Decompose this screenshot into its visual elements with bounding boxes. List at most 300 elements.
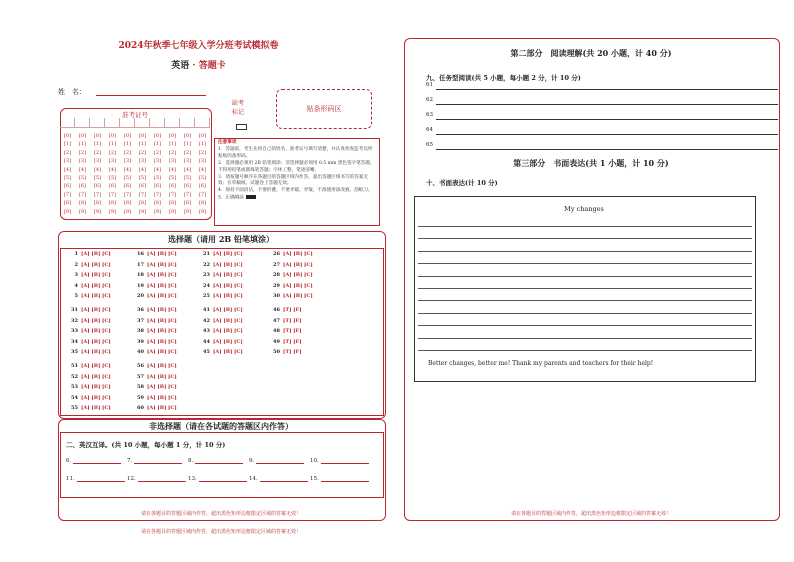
- blank-answer-line[interactable]: [256, 457, 304, 464]
- digit-bubble[interactable]: [4]: [183, 166, 192, 173]
- blank-answer-line[interactable]: [260, 475, 308, 482]
- answer-options[interactable]: [T] [F]: [283, 317, 302, 324]
- choice-question: [69, 318, 111, 324]
- question-number: 33: [71, 328, 78, 335]
- digit-bubble[interactable]: [3]: [168, 158, 177, 165]
- digit-bubble[interactable]: [1]: [153, 141, 162, 148]
- answer-options[interactable]: [A] [B] [C]: [213, 261, 243, 268]
- digit-bubble[interactable]: [6]: [93, 183, 102, 190]
- digit-bubble[interactable]: [6]: [183, 183, 192, 190]
- digit-bubble[interactable]: [3]: [138, 158, 147, 165]
- digit-bubble[interactable]: [0]: [183, 133, 192, 139]
- admission-number-label: 准考证号: [122, 111, 148, 119]
- digit-bubble[interactable]: [8]: [123, 200, 132, 207]
- choice-question: [69, 283, 111, 289]
- digit-bubble[interactable]: [3]: [153, 158, 162, 165]
- answer-options[interactable]: [A] [B] [C]: [81, 394, 111, 401]
- answer-options[interactable]: [A] [B] [C]: [213, 251, 243, 257]
- admission-number-input-row[interactable]: [60, 118, 210, 128]
- blank-answer-line[interactable]: [73, 457, 121, 464]
- digit-column: [150, 132, 165, 216]
- answer-underline: [436, 104, 778, 105]
- digit-column: [105, 132, 120, 216]
- digit-bubble[interactable]: [2]: [93, 149, 102, 156]
- question-number: 24: [203, 282, 210, 289]
- absence-mark-label: [232, 99, 244, 117]
- digit-bubble[interactable]: [1]: [93, 141, 102, 148]
- choice-question: [69, 307, 111, 313]
- answer-options[interactable]: [A] [B] [C]: [283, 282, 313, 289]
- digit-bubble[interactable]: [1]: [108, 141, 117, 148]
- choice-question: [69, 272, 111, 278]
- question-number: 50: [273, 349, 280, 356]
- writing-line: [418, 325, 752, 326]
- filled-mark-sample: [246, 195, 256, 199]
- answer-options[interactable]: [A] [B] [C]: [213, 338, 243, 345]
- digit-bubble[interactable]: [2]: [123, 149, 132, 156]
- question-number: 56: [137, 363, 144, 369]
- choice-question: [135, 293, 177, 299]
- answer-options[interactable]: [A] [B] [C]: [213, 272, 243, 279]
- choice-question: [135, 272, 177, 278]
- admission-number-digit-grid[interactable]: [60, 132, 210, 216]
- writing-line: [418, 251, 752, 252]
- blank-answer-line[interactable]: [77, 475, 125, 482]
- blank-number: 13.: [188, 476, 197, 482]
- digit-bubble[interactable]: [2]: [168, 149, 177, 156]
- digit-bubble[interactable]: [5]: [138, 175, 147, 182]
- reading-answer-line[interactable]: [426, 127, 778, 136]
- answer-options[interactable]: [A] [B] [C]: [213, 317, 243, 324]
- digit-bubble[interactable]: [7]: [108, 191, 117, 198]
- writing-line: [418, 338, 752, 339]
- digit-bubble[interactable]: [9]: [198, 208, 207, 215]
- question-number: 30: [273, 293, 280, 300]
- answer-options[interactable]: [A] [B] [C]: [147, 293, 177, 300]
- digit-bubble[interactable]: [4]: [198, 166, 207, 173]
- digit-bubble[interactable]: [0]: [63, 133, 72, 139]
- digit-bubble[interactable]: [4]: [153, 166, 162, 173]
- digit-bubble[interactable]: [6]: [138, 183, 147, 190]
- question-number: 43: [203, 328, 210, 335]
- digit-bubble[interactable]: [4]: [78, 166, 87, 173]
- question-number: 1: [74, 251, 78, 257]
- digit-bubble[interactable]: [3]: [123, 158, 132, 165]
- digit-bubble[interactable]: [4]: [63, 166, 72, 173]
- choice-question: [135, 328, 177, 334]
- choice-question: [135, 405, 177, 411]
- digit-bubble[interactable]: [1]: [198, 141, 207, 148]
- digit-bubble[interactable]: [2]: [108, 149, 117, 156]
- question-number: 35: [71, 349, 78, 356]
- choice-question: [135, 307, 177, 313]
- question-number: 23: [203, 272, 210, 279]
- digit-bubble[interactable]: [8]: [168, 200, 177, 207]
- question-number: 2: [74, 261, 78, 268]
- answer-options[interactable]: [A] [B] [C]: [147, 394, 177, 401]
- choice-question: [201, 339, 243, 345]
- choice-question: [69, 328, 111, 334]
- digit-bubble[interactable]: [7]: [78, 191, 87, 198]
- answer-options[interactable]: [A] [B] [C]: [147, 384, 177, 391]
- digit-bubble[interactable]: [5]: [168, 175, 177, 182]
- digit-bubble[interactable]: [2]: [153, 149, 162, 156]
- question-number: 57: [137, 373, 144, 380]
- translation-blank: [310, 457, 369, 464]
- digit-bubble[interactable]: [7]: [93, 191, 102, 198]
- blank-number: 10.: [310, 458, 319, 464]
- digit-column: [60, 132, 75, 216]
- answer-options[interactable]: [A] [B] [C]: [213, 307, 243, 313]
- choice-question: [135, 251, 177, 257]
- instruction-item: [218, 195, 376, 202]
- translation-blank: [188, 475, 247, 482]
- question-number: 53: [71, 384, 78, 391]
- digit-bubble[interactable]: [8]: [198, 200, 207, 207]
- digit-bubble[interactable]: [9]: [63, 208, 72, 215]
- digit-bubble[interactable]: [1]: [168, 141, 177, 148]
- choice-question: [271, 339, 301, 345]
- digit-bubble[interactable]: [1]: [138, 141, 147, 148]
- reading-answer-line[interactable]: [426, 82, 778, 91]
- question-number: 5: [74, 293, 78, 300]
- question-number: 39: [137, 338, 144, 345]
- choice-question: [201, 318, 243, 324]
- writing-box[interactable]: [414, 196, 756, 382]
- answer-line-number: 62: [426, 97, 433, 103]
- part3-title: 第三部分 书面表达(共 1 小题，计 10 分): [513, 158, 669, 168]
- digit-bubble[interactable]: [7]: [63, 191, 72, 198]
- digit-bubble[interactable]: [8]: [63, 200, 72, 207]
- answer-options[interactable]: [A] [B] [C]: [147, 282, 177, 289]
- digit-bubble[interactable]: [7]: [168, 191, 177, 198]
- answer-line-number: 61: [426, 82, 433, 88]
- answer-options[interactable]: [A] [B] [C]: [283, 261, 313, 268]
- answer-options[interactable]: [A] [B] [C]: [81, 251, 111, 257]
- digit-bubble[interactable]: [0]: [153, 133, 162, 139]
- question-number: 28: [273, 272, 280, 279]
- digit-bubble[interactable]: [8]: [183, 200, 192, 207]
- digit-bubble[interactable]: [1]: [183, 141, 192, 148]
- answer-options[interactable]: [A] [B] [C]: [81, 328, 111, 335]
- question-number: 17: [137, 261, 144, 268]
- digit-bubble[interactable]: [9]: [108, 208, 117, 215]
- answer-options[interactable]: [A] [B] [C]: [147, 307, 177, 313]
- answer-options[interactable]: [T] [F]: [283, 307, 302, 313]
- digit-bubble[interactable]: [1]: [123, 141, 132, 148]
- digit-bubble[interactable]: [5]: [63, 175, 72, 182]
- answer-underline: [436, 134, 778, 135]
- digit-bubble[interactable]: [8]: [108, 200, 117, 207]
- digit-bubble[interactable]: [8]: [138, 200, 147, 207]
- digit-bubble[interactable]: [6]: [123, 183, 132, 190]
- digit-bubble[interactable]: [9]: [93, 208, 102, 215]
- digit-bubble[interactable]: [0]: [138, 133, 147, 139]
- choice-question: [135, 384, 177, 390]
- choice-question: [271, 293, 313, 299]
- absence-mark-checkbox[interactable]: [236, 124, 247, 130]
- answer-options[interactable]: [A] [B] [C]: [81, 282, 111, 289]
- digit-bubble[interactable]: [2]: [138, 149, 147, 156]
- digit-bubble[interactable]: [3]: [78, 158, 87, 165]
- answer-options[interactable]: [A] [B] [C]: [81, 261, 111, 268]
- digit-bubble[interactable]: [4]: [123, 166, 132, 173]
- digit-bubble[interactable]: [8]: [153, 200, 162, 207]
- choice-question: [201, 262, 243, 268]
- digit-bubble[interactable]: [6]: [153, 183, 162, 190]
- question-number: 34: [71, 338, 78, 345]
- digit-bubble[interactable]: [4]: [168, 166, 177, 173]
- digit-bubble[interactable]: [6]: [63, 183, 72, 190]
- choice-question: [271, 262, 313, 268]
- digit-bubble[interactable]: [5]: [198, 175, 207, 182]
- answer-options[interactable]: [A] [B] [C]: [147, 338, 177, 345]
- question-number: 31: [71, 307, 78, 313]
- reading-answer-line[interactable]: [426, 112, 778, 121]
- instruction-item: 3．请按题号顺序在各题目的答题区域内作答，超出答题区域书写的答案无效；在草稿纸、试题卷上答题无效。: [218, 174, 368, 187]
- digit-bubble[interactable]: [5]: [93, 175, 102, 182]
- reading-answer-line[interactable]: [426, 142, 778, 151]
- digit-bubble[interactable]: [5]: [153, 175, 162, 182]
- digit-bubble[interactable]: [6]: [168, 183, 177, 190]
- blank-answer-line[interactable]: [138, 475, 186, 482]
- translation-blank: [188, 457, 243, 464]
- question-number: 51: [71, 363, 78, 369]
- choice-question: [271, 283, 313, 289]
- blank-number: 9.: [249, 458, 255, 464]
- answer-line-number: 63: [426, 112, 433, 118]
- choice-question: [271, 318, 301, 324]
- digit-bubble[interactable]: [6]: [108, 183, 117, 190]
- digit-bubble[interactable]: [5]: [123, 175, 132, 182]
- question-number: 25: [203, 293, 210, 300]
- digit-bubble[interactable]: [3]: [183, 158, 192, 165]
- question-number: 16: [137, 251, 144, 257]
- answer-options[interactable]: [A] [B] [C]: [213, 293, 243, 300]
- answer-options[interactable]: [A] [B] [C]: [147, 272, 177, 279]
- blank-answer-line[interactable]: [195, 457, 243, 464]
- multiple-choice-grid: [60, 248, 384, 416]
- choice-question: [135, 363, 177, 369]
- blank-answer-line[interactable]: [321, 475, 369, 482]
- blank-number: 8.: [188, 458, 194, 464]
- answer-options[interactable]: [A] [B] [C]: [81, 293, 111, 300]
- digit-bubble[interactable]: [6]: [198, 183, 207, 190]
- answer-options[interactable]: [A] [B] [C]: [81, 405, 111, 412]
- digit-bubble[interactable]: [4]: [138, 166, 147, 173]
- answer-options[interactable]: [A] [B] [C]: [81, 373, 111, 380]
- answer-options[interactable]: [A] [B] [C]: [213, 282, 243, 289]
- digit-bubble[interactable]: [8]: [78, 200, 87, 207]
- digit-bubble[interactable]: [0]: [108, 133, 117, 139]
- digit-bubble[interactable]: [2]: [78, 149, 87, 156]
- blank-number: 11.: [66, 476, 75, 482]
- digit-bubble[interactable]: [6]: [78, 183, 87, 190]
- translation-blank: [127, 457, 182, 464]
- writing-line: [418, 313, 752, 314]
- question-number: 44: [203, 338, 210, 345]
- digit-bubble[interactable]: [2]: [63, 149, 72, 156]
- choice-question: [69, 339, 111, 345]
- choice-question: [69, 405, 111, 411]
- blank-number: 14.: [249, 476, 258, 482]
- answer-options[interactable]: [T] [F]: [283, 338, 302, 345]
- translation-blank: [249, 457, 304, 464]
- choice-question: [271, 251, 313, 257]
- answer-options[interactable]: [A] [B] [C]: [147, 405, 177, 412]
- answer-options[interactable]: [A] [B] [C]: [147, 317, 177, 324]
- answer-options[interactable]: [A] [B] [C]: [283, 293, 313, 300]
- answer-options[interactable]: [A] [B] [C]: [147, 373, 177, 380]
- instruction-item: 2．选择题必须用 2B 铅笔填涂；非选择题必须用 0.5 mm 黑色签字笔答题，不得用铅笔或圆珠笔答题；字体工整、笔迹清晰。: [218, 160, 375, 173]
- digit-bubble[interactable]: [1]: [63, 141, 72, 148]
- question-number: 26: [273, 251, 280, 257]
- digit-bubble[interactable]: [7]: [138, 191, 147, 198]
- question-number: 36: [137, 307, 144, 313]
- translation-blank: [66, 475, 125, 482]
- choice-question: [271, 328, 301, 334]
- answer-options[interactable]: [A] [B] [C]: [283, 251, 313, 257]
- answer-options[interactable]: [A] [B] [C]: [147, 251, 177, 257]
- blank-number: 6.: [66, 458, 72, 464]
- digit-bubble[interactable]: [0]: [123, 133, 132, 139]
- writing-title: My changes: [564, 205, 604, 213]
- digit-bubble[interactable]: [5]: [108, 175, 117, 182]
- question-number: 21: [203, 251, 210, 257]
- question-number: 38: [137, 328, 144, 335]
- digit-bubble[interactable]: [9]: [153, 208, 162, 215]
- answer-underline: [436, 119, 778, 120]
- digit-bubble[interactable]: [0]: [168, 133, 177, 139]
- answer-options[interactable]: [A] [B] [C]: [283, 272, 313, 279]
- digit-bubble[interactable]: [3]: [63, 158, 72, 165]
- blank-answer-line[interactable]: [321, 457, 369, 464]
- digit-bubble[interactable]: [3]: [198, 158, 207, 165]
- digit-bubble[interactable]: [2]: [198, 149, 207, 156]
- answer-options[interactable]: [A] [B] [C]: [213, 328, 243, 335]
- choice-question: [201, 251, 243, 257]
- digit-bubble[interactable]: [0]: [198, 133, 207, 139]
- instructions-title: 注意事项: [218, 140, 237, 145]
- answer-options[interactable]: [A] [B] [C]: [147, 363, 177, 369]
- question-number: 48: [273, 328, 280, 335]
- digit-bubble[interactable]: [3]: [108, 158, 117, 165]
- digit-bubble[interactable]: [7]: [183, 191, 192, 198]
- answer-line-number: 64: [426, 127, 433, 133]
- choice-question: [69, 349, 111, 355]
- name-field[interactable]: [96, 95, 206, 96]
- answer-options[interactable]: [T] [F]: [283, 349, 302, 356]
- correct-fill-label: 5．正确填涂: [218, 195, 244, 201]
- answer-options[interactable]: [A] [B] [C]: [81, 272, 111, 279]
- section10-title: 十、书面表达(计 10 分): [426, 179, 498, 187]
- digit-bubble[interactable]: [9]: [138, 208, 147, 215]
- multiple-choice-title: 选择题（请用 2B 铅笔填涂）: [168, 234, 274, 244]
- choice-question: [271, 307, 301, 313]
- question-number: 32: [71, 317, 78, 324]
- answer-options[interactable]: [T] [F]: [283, 328, 302, 335]
- writing-ending: Better changes, better me! Thank my parents and teachers for their help!: [428, 360, 654, 367]
- digit-bubble[interactable]: [7]: [153, 191, 162, 198]
- question-number: 58: [137, 384, 144, 391]
- digit-bubble[interactable]: [7]: [123, 191, 132, 198]
- writing-line: [418, 288, 752, 289]
- right-warning-text: 请在各题目的答题区域内作答，超出黑色矩形边框限定区域的答案无效！: [510, 511, 671, 517]
- writing-line: [418, 276, 752, 277]
- absence-mark-line2: 标记: [232, 109, 245, 116]
- question-number: 37: [137, 317, 144, 324]
- digit-column: [180, 132, 195, 216]
- digit-bubble[interactable]: [4]: [108, 166, 117, 173]
- digit-bubble[interactable]: [0]: [93, 133, 102, 139]
- question-number: 29: [273, 282, 280, 289]
- answer-options[interactable]: [A] [B] [C]: [81, 384, 111, 391]
- digit-bubble[interactable]: [9]: [78, 208, 87, 215]
- answer-options[interactable]: [A] [B] [C]: [81, 307, 111, 313]
- digit-bubble[interactable]: [9]: [168, 208, 177, 215]
- digit-bubble[interactable]: [9]: [183, 208, 192, 215]
- digit-bubble[interactable]: [5]: [183, 175, 192, 182]
- question-number: 3: [74, 272, 78, 279]
- digit-column: [75, 132, 90, 216]
- answer-options[interactable]: [A] [B] [C]: [81, 363, 111, 369]
- blank-answer-line[interactable]: [134, 457, 182, 464]
- answer-options[interactable]: [A] [B] [C]: [147, 349, 177, 356]
- warning-text-footer: 请在各题目的答题区域内作答，超出黑色矩形边框限定区域的答案无效！: [140, 529, 301, 535]
- digit-bubble[interactable]: [8]: [93, 200, 102, 207]
- question-number: 40: [137, 349, 144, 356]
- digit-bubble[interactable]: [0]: [78, 133, 87, 139]
- digit-column: [165, 132, 180, 216]
- answer-card-label: 答题卡: [198, 61, 226, 71]
- choice-question: [201, 283, 243, 289]
- digit-bubble[interactable]: [2]: [183, 149, 192, 156]
- digit-bubble[interactable]: [9]: [123, 208, 132, 215]
- subtitle-separator: ·: [192, 61, 196, 71]
- writing-line: [418, 300, 752, 301]
- digit-bubble[interactable]: [4]: [93, 166, 102, 173]
- page-title: 2024年秋季七年级入学分班考试模拟卷: [118, 41, 279, 51]
- blank-answer-line[interactable]: [199, 475, 247, 482]
- instruction-item: 1．答题前，考生先将自己的姓名、准考证号填写清楚，并认真检查监考员所粘贴的条形码。: [218, 146, 373, 159]
- instructions: [218, 140, 376, 203]
- answer-options[interactable]: [A] [B] [C]: [81, 349, 111, 356]
- answer-options[interactable]: [A] [B] [C]: [81, 338, 111, 345]
- question-number: 47: [273, 317, 280, 324]
- digit-bubble[interactable]: [1]: [78, 141, 87, 148]
- instruction-item: 4．保持卡面清洁，不要折叠、不要弄破、弄皱，不准使用涂改液、刮纸刀。: [218, 188, 373, 194]
- answer-options[interactable]: [A] [B] [C]: [213, 349, 243, 356]
- answer-options[interactable]: [A] [B] [C]: [81, 317, 111, 324]
- digit-bubble[interactable]: [5]: [78, 175, 87, 182]
- answer-options[interactable]: [A] [B] [C]: [147, 261, 177, 268]
- choice-question: [135, 349, 177, 355]
- translation-blank: [249, 475, 308, 482]
- digit-column: [135, 132, 150, 216]
- choice-question: [135, 262, 177, 268]
- question-number: 42: [203, 317, 210, 324]
- blank-number: 12.: [127, 476, 136, 482]
- choice-question: [69, 395, 111, 401]
- answer-options[interactable]: [A] [B] [C]: [147, 328, 177, 335]
- question-number: 4: [74, 282, 78, 289]
- question-number: 55: [71, 405, 78, 412]
- digit-bubble[interactable]: [3]: [93, 158, 102, 165]
- translation-section-title: 二、英汉互译。(共 10 小题，每小题 1 分，计 10 分): [66, 441, 226, 449]
- digit-bubble[interactable]: [7]: [198, 191, 207, 198]
- reading-answer-line[interactable]: [426, 97, 778, 106]
- question-number: 52: [71, 373, 78, 380]
